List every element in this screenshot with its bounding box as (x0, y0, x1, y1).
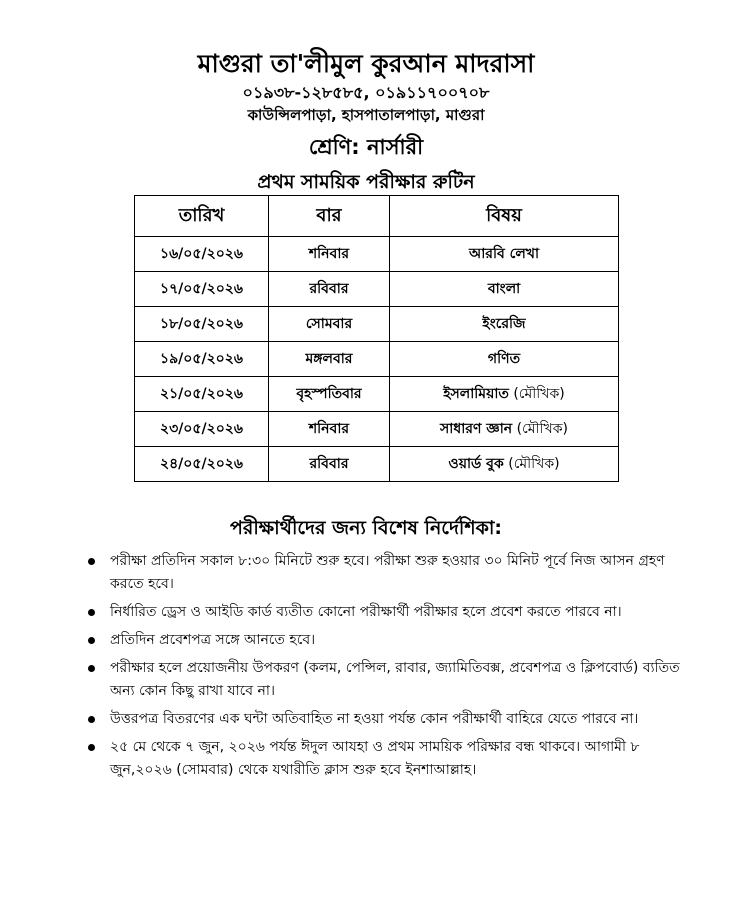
subject-cell (390, 307, 619, 342)
column-header-day: বার (269, 196, 390, 237)
subject-cell (390, 412, 619, 447)
date-cell: ১৭/০৫/২০২৬ (135, 272, 269, 307)
subject-cell (390, 447, 619, 482)
instructions-title: পরীক্ষার্থীদের জন্য বিশেষ নির্দেশিকা: (229, 517, 503, 539)
subject-cell (390, 377, 619, 412)
bullet-icon (88, 609, 95, 616)
subject-name: আরবি লেখা (468, 246, 540, 262)
day-cell: শনিবার (269, 412, 390, 447)
list-item (88, 550, 688, 596)
day-cell: শনিবার (269, 237, 390, 272)
list-item (88, 736, 688, 782)
day-cell: রবিবার (269, 447, 390, 482)
table-row (135, 447, 619, 482)
bullet-icon (88, 716, 95, 723)
subject-name: ইসলামিয়াত (443, 386, 509, 402)
instruction-text: পরীক্ষা প্রতিদিন সকাল ৮:৩০ মিনিটে শুরু হবে। পরীক্ষা শুরু হওয়ার ৩০ মিনিট পূর্বে নিজ আসন গ্রহণ করতে হবে। (110, 553, 665, 592)
subject-note: (মৌখিক) (512, 421, 568, 437)
list-item (88, 601, 688, 624)
subject-name: বাংলা (487, 281, 521, 297)
date-cell: ১৮/০৫/২০২৬ (135, 307, 269, 342)
instruction-text: উত্তরপত্র বিতরণের এক ঘন্টা অতিবাহিত না হওয়া পর্যন্ত কোন পরীক্ষার্থী বাহিরে যেতে পারবে না। (110, 711, 639, 727)
phone-numbers: ০১৯৩৮-১২৮৫৮৫, ০১৯১১৭০০৭০৮ (242, 83, 490, 102)
instructions-list (88, 550, 688, 787)
date-cell: ১৬/০৫/২০২৬ (135, 237, 269, 272)
bullet-icon (88, 665, 95, 672)
list-item (88, 657, 688, 703)
instruction-text: পরীক্ষার হলে প্রয়োজনীয় উপকরণ (কলম, পেন্সিল, রাবার, জ্যামিতিবক্স, প্রবেশপত্র ও ক্লিপবোর্ড) ব্যতিত অন্য কোন কিছু রাখা যাবে না। (110, 660, 680, 699)
date-cell: ২৪/০৫/২০২৬ (135, 447, 269, 482)
subject-name: ইংরেজি (482, 316, 526, 332)
instruction-text: প্রতিদিন প্রবেশপত্র সঙ্গে আনতে হবে। (110, 632, 316, 648)
list-item (88, 629, 688, 652)
bullet-icon (88, 744, 95, 751)
date-cell: ২৩/০৫/২০২৬ (135, 412, 269, 447)
day-cell: বৃহস্পতিবার (269, 377, 390, 412)
subject-name: গণিত (487, 351, 521, 367)
address: কাউন্সিলপাড়া, হাসপাতালপাড়া, মাগুরা (247, 106, 485, 124)
table-row (135, 237, 619, 272)
table-header-row (135, 196, 619, 237)
column-header-date: তারিখ (135, 196, 269, 237)
table-row (135, 307, 619, 342)
subject-name: ওয়ার্ড বুক (448, 456, 504, 472)
subject-note: (মৌখিক) (503, 456, 560, 472)
date-cell: ১৯/০৫/২০২৬ (135, 342, 269, 377)
bullet-icon (88, 558, 95, 565)
day-cell: রবিবার (269, 272, 390, 307)
table-row (135, 377, 619, 412)
exam-routine-table (134, 195, 619, 482)
subject-note: (মৌখিক) (508, 386, 565, 402)
subject-cell (390, 342, 619, 377)
subject-cell (390, 237, 619, 272)
day-cell: সোমবার (269, 307, 390, 342)
table-row (135, 342, 619, 377)
instruction-text: ২৫ মে থেকে ৭ জুন, ২০২৬ পর্যন্ত ঈদুল আযহা ও প্রথম সাময়িক পরিক্ষার বন্ধ থাকবে। আগামী ৮ জুন,২০২৬ (সোমবার) থেকে যথারীতি ক্লাস শুরু হবে ইনশাআল্লাহ। (110, 739, 640, 778)
subject-name: সাধারণ জ্ঞান (440, 421, 513, 437)
bullet-icon (88, 637, 95, 644)
column-header-subject: বিষয় (390, 196, 619, 237)
day-cell: মঙ্গলবার (269, 342, 390, 377)
table-row (135, 272, 619, 307)
table-row (135, 412, 619, 447)
list-item (88, 708, 688, 731)
class-label: শ্রেণি: নার্সারী (308, 135, 424, 159)
institution-name: মাগুরা তা'লীমুল কুরআন মাদরাসা (197, 49, 535, 78)
date-cell: ২১/০৫/২০২৬ (135, 377, 269, 412)
routine-title: প্রথম সাময়িক পরীক্ষার রুটিন (257, 171, 475, 193)
subject-cell (390, 272, 619, 307)
instruction-text: নির্ধারিত ড্রেস ও আইডি কার্ড ব্যতীত কোনো পরীক্ষার্থী পরীক্ষার হলে প্রবেশ করতে পারবে না। (110, 604, 622, 620)
